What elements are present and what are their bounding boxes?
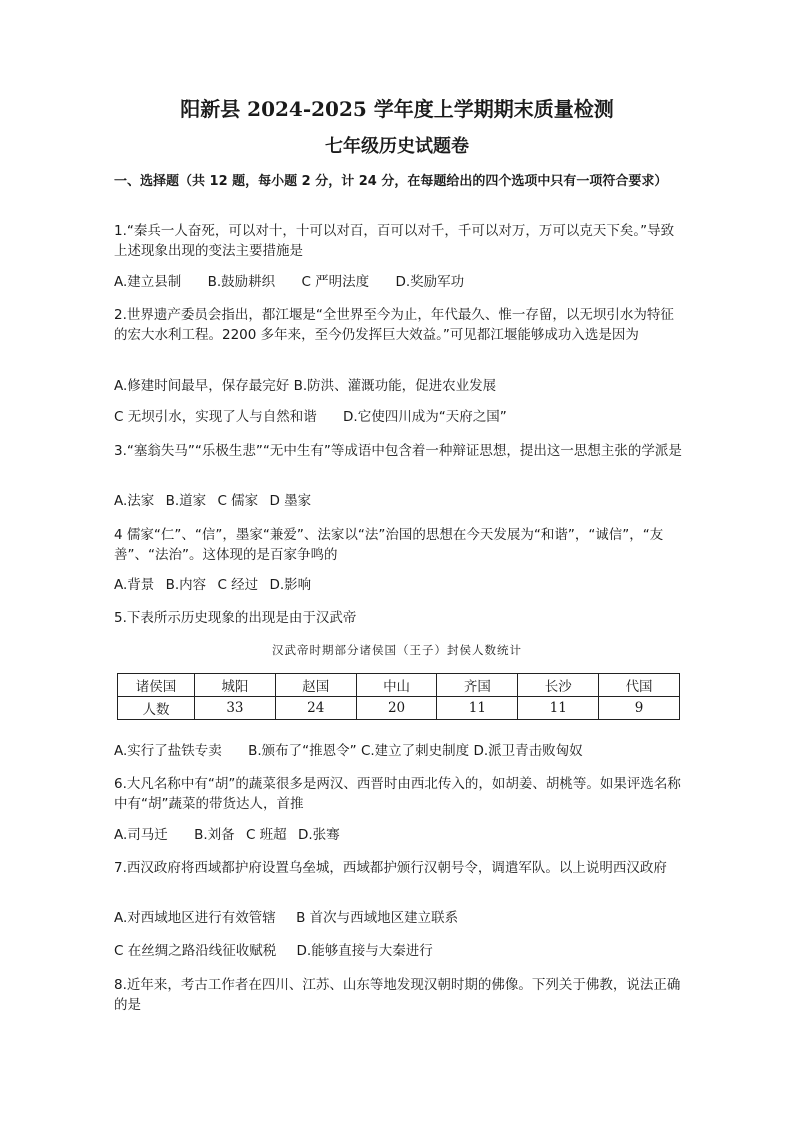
table-header-row <box>118 674 680 697</box>
q5-option-c: C.建立了刺史制度 <box>360 743 470 759</box>
table-column-header: 长沙 <box>518 674 599 697</box>
table-cell: 9 <box>599 697 680 720</box>
question-7-options-row1 <box>114 908 714 928</box>
q4-option-c: C 经过 <box>217 577 259 593</box>
table-cell: 11 <box>518 697 599 720</box>
q1-option-d: D.奖励军功 <box>395 274 465 290</box>
q4-option-b: B.内容 <box>165 577 207 593</box>
section-heading: 一、选择题（共 12 题，每小题 2 分，计 24 分，在每题给出的四个选项中只有一项符合要求） <box>114 174 668 189</box>
vassal-stats-table <box>117 673 680 720</box>
question-4-options <box>114 575 714 595</box>
q3-option-c: C 儒家 <box>217 493 259 509</box>
table-row <box>118 697 680 720</box>
table-column-header: 中山 <box>356 674 437 697</box>
table-cell: 11 <box>437 697 518 720</box>
q7-option-b: B 首次与西域地区建立联系 <box>296 910 459 926</box>
q1-option-a: A.建立县制 <box>114 274 182 290</box>
table-cell: 20 <box>356 697 437 720</box>
q1-option-c: C 严明法度 <box>301 274 370 290</box>
q3-option-a: A.法家 <box>114 493 155 509</box>
table-column-header: 赵国 <box>275 674 356 697</box>
table-header-label: 诸侯国 <box>118 674 195 697</box>
question-1-stem: 1.“秦兵一人奋死，可以对十，十可以对百，百可以对千，千可以对万，万可以克天下矣。”导致上述现象出现的变法主要措施是 <box>114 223 675 259</box>
q4-option-a: A.背景 <box>114 577 155 593</box>
q3-option-d: D 墨家 <box>269 493 312 509</box>
table-column-header: 齐国 <box>437 674 518 697</box>
q3-option-b: B.道家 <box>165 493 207 509</box>
q7-option-d: D.能够直接与大秦进行 <box>296 943 433 959</box>
table-cell: 33 <box>195 697 276 720</box>
question-2-options-row2 <box>114 407 714 427</box>
question-6-options <box>114 825 714 845</box>
question-7-stem: 7.西汉政府将西域都护府设置乌垒城，西域都护颁行汉朝号令，调遣军队。以上说明西汉政府 <box>114 860 667 876</box>
q6-option-a: A.司马迁 <box>114 827 168 843</box>
question-3-options <box>114 491 714 511</box>
question-3-stem: 3.“塞翁失马”“乐极生悲”“无中生有”等成语中包含着一种辩证思想，提出这一思想主张的学派是 <box>114 443 682 459</box>
question-5-options <box>114 741 714 761</box>
q2-option-d: D.它使四川成为“天府之国” <box>343 409 507 425</box>
table-caption: 汉武帝时期部分诸侯国（王子）封侯人数统计 <box>272 643 522 657</box>
q7-option-a: A.对西域地区进行有效管辖 <box>114 910 276 926</box>
question-8-stem: 8.近年来，考古工作者在四川、江苏、山东等地发现汉朝时期的佛像。下列关于佛教，说法正确的是 <box>114 977 681 1013</box>
exam-subtitle: 七年级历史试题卷 <box>325 136 469 157</box>
q4-option-d: D.影响 <box>269 577 312 593</box>
q6-option-c: C 班超 <box>245 827 287 843</box>
question-4-stem: 4 儒家“仁”、“信”，墨家“兼爱”、法家以“法”治国的思想在今天发展为“和谐”，“诚信”，“友善”、“法治”。这体现的是百家争鸣的 <box>114 527 664 563</box>
question-7-options-row2 <box>114 941 714 961</box>
q5-option-b: B.颁布了“推恩令” <box>248 743 357 759</box>
question-2-options-row1 <box>114 376 714 396</box>
question-5-stem: 5.下表所示历史现象的出现是由于汉武帝 <box>114 610 357 626</box>
question-6-stem: 6.大凡名称中有“胡”的蔬菜很多是两汉、西晋时由西北传入的，如胡姜、胡桃等。如果评选名称中有“胡”蔬菜的带货达人，首推 <box>114 776 681 812</box>
q5-option-d: D.派卫青击败匈奴 <box>473 743 583 759</box>
question-1-options <box>114 272 714 292</box>
q2-option-b: B.防洪、灌溉功能，促进农业发展 <box>293 378 497 394</box>
table-column-header: 代国 <box>599 674 680 697</box>
exam-title: 阳新县 2024-2025 学年度上学期期末质量检测 <box>180 97 614 121</box>
table-column-header: 城阳 <box>195 674 276 697</box>
q5-option-a: A.实行了盐铁专卖 <box>114 743 222 759</box>
table-row-label: 人数 <box>118 697 195 720</box>
question-2-stem: 2.世界遗产委员会指出，都江堰是“全世界至今为止，年代最久、惟一存留，以无坝引水为特征的宏大水利工程。2200 多年来，至今仍发挥巨大效益。”可见都江堰能够成功入选是因为 <box>114 307 674 343</box>
q6-option-d: D.张骞 <box>297 827 340 843</box>
q1-option-b: B.鼓励耕织 <box>207 274 276 290</box>
q2-option-a: A.修建时间最早，保存最完好 <box>114 378 290 394</box>
q7-option-c: C 在丝绸之路沿线征收赋税 <box>114 943 277 959</box>
q2-option-c: C 无坝引水，实现了人与自然和谐 <box>114 409 317 425</box>
q6-option-b: B.刘备 <box>194 827 235 843</box>
table-cell: 24 <box>275 697 356 720</box>
